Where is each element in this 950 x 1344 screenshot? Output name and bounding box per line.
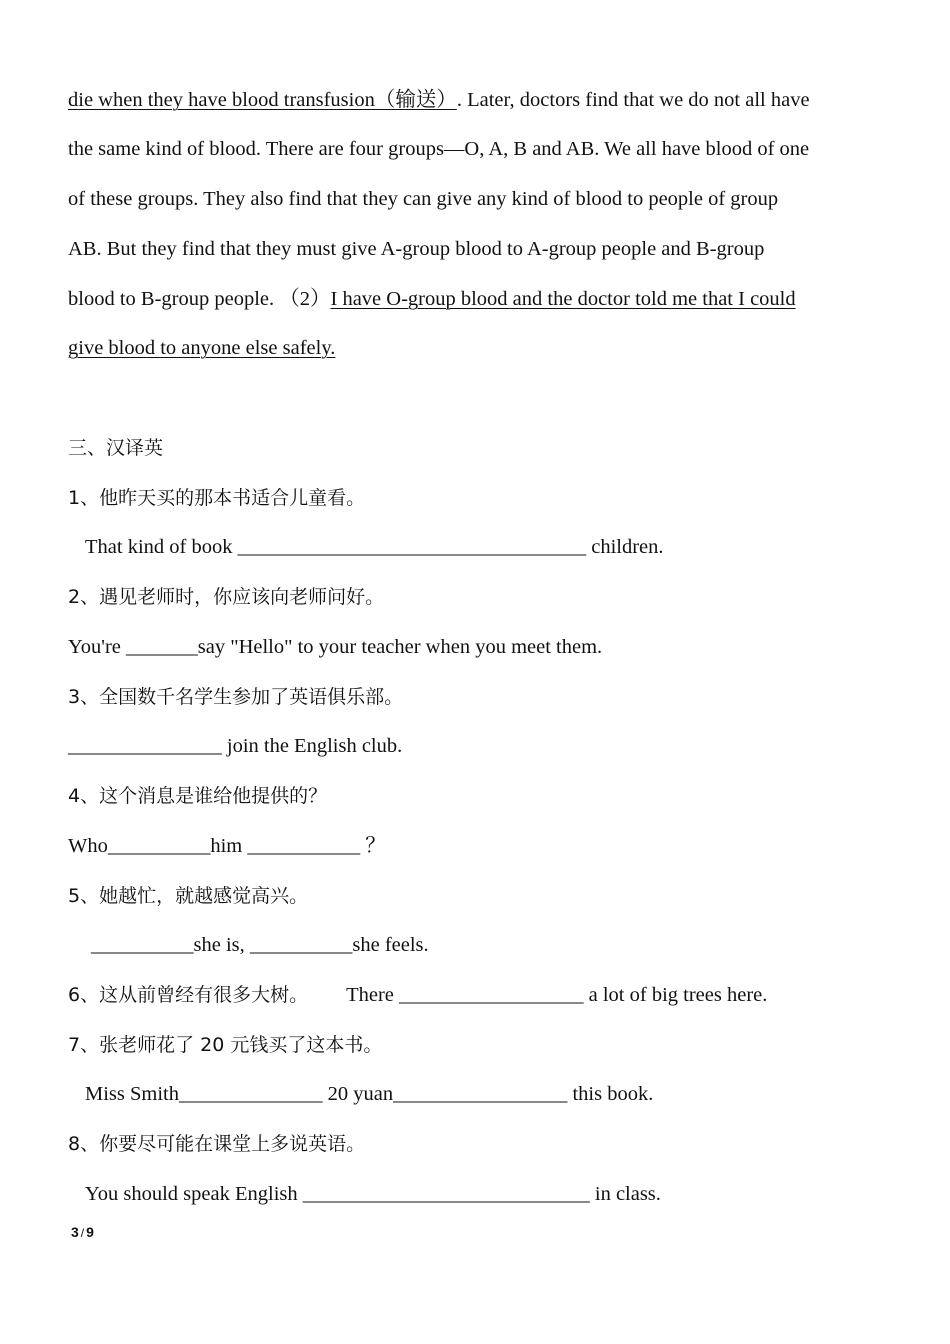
underlined-sentence-1: die when they have blood transfusion（输送）: [68, 89, 457, 111]
question-7-chinese: 7、张老师花了 20 元钱买了这本书。: [68, 1034, 383, 1056]
question-2-chinese: 2、遇见老师时，你应该向老师问好。: [68, 586, 385, 608]
passage-line-1: die when they have blood transfusion（输送）. Later, doctors find that we do not all have: [68, 89, 810, 111]
question-6-chinese: 6、这从前曾经有很多大树。: [68, 984, 309, 1006]
passage-line-3: of these groups. They also find that they can give any kind of blood to people of group: [68, 188, 779, 210]
page-number: 3 / 9: [71, 1224, 94, 1240]
question-2-english: You're _______say "Hello" to your teacher when you meet them.: [68, 636, 603, 658]
passage-line-6: [68, 333, 335, 363]
question-1-chinese: 1、他昨天买的那本书适合儿童看。: [68, 487, 366, 509]
passage-line-5: blood to B-group people. （2）I have O-group blood and the doctor told me that I could: [68, 288, 796, 310]
question-6-english: There __________________ a lot of big trees here.: [346, 984, 768, 1006]
question-6-row: [68, 980, 767, 1010]
passage-line-4: AB. But they find that they must give A-group blood to A-group people and B-group: [68, 238, 765, 260]
section-heading: 三、汉译英: [68, 437, 164, 459]
question-4-english: Who__________him ___________ ？: [68, 835, 386, 857]
question-8-english: You should speak English ____________________________ in class.: [85, 1183, 661, 1205]
question-1-english: That kind of book __________________________________ children.: [85, 536, 664, 558]
question-4-chinese: 4、这个消息是谁给他提供的？: [68, 785, 328, 807]
question-3-chinese: 3、全国数千名学生参加了英语俱乐部。: [68, 686, 404, 708]
question-5-english: __________she is, __________she feels.: [91, 934, 429, 956]
question-8-chinese: 8、你要尽可能在课堂上多说英语。: [68, 1133, 366, 1155]
question-7-english: Miss Smith______________ 20 yuan_________________ this book.: [85, 1083, 654, 1105]
question-5-chinese: 5、她越忙，就越感觉高兴。: [68, 885, 309, 907]
passage-line-2: the same kind of blood. There are four groups—O, A, B and AB. We all have blood of one: [68, 138, 810, 160]
question-3-english: _______________ join the English club.: [68, 735, 403, 757]
underlined-sentence-2-cont: give blood to anyone else safely.: [68, 337, 336, 359]
underlined-sentence-2: I have O-group blood and the doctor told me that I could: [330, 288, 796, 310]
